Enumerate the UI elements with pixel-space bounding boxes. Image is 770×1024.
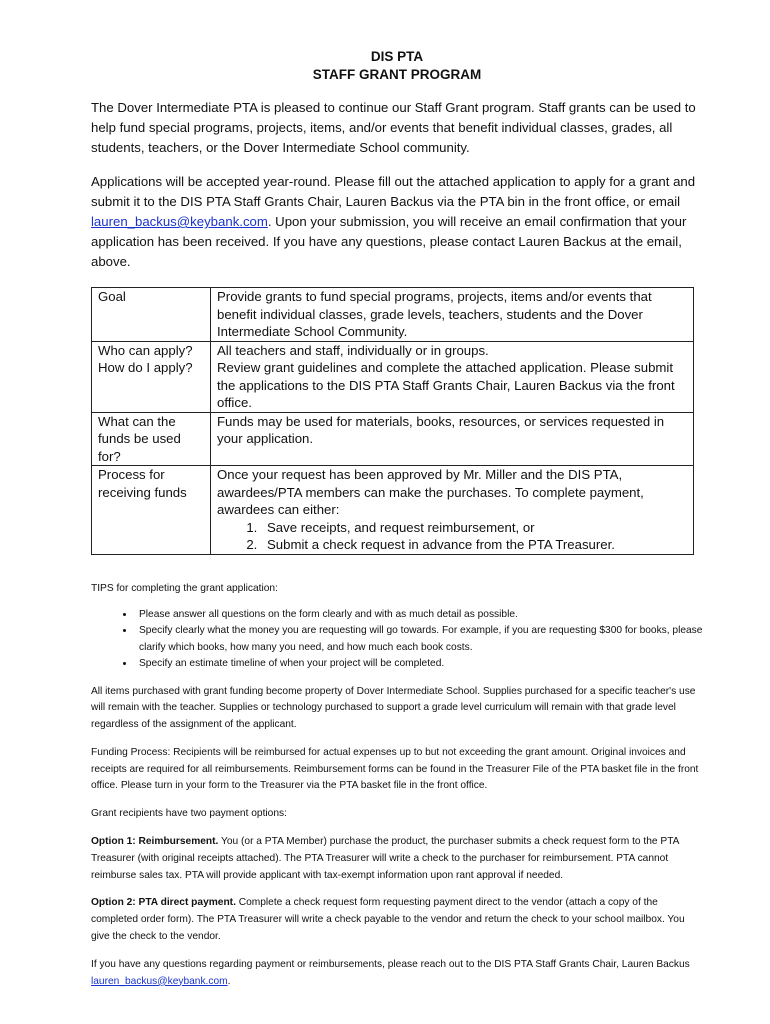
option-2-label: Option 2: PTA direct payment. <box>91 897 236 909</box>
title-line-2: STAFF GRANT PROGRAM <box>312 67 482 82</box>
list-item: • Please answer all questions on the form clearly and with as much detail as possible. <box>135 607 703 624</box>
closing-paragraph: If you have any questions regarding payment or reimbursements, please reach out to the DIS PTA Staff Grants Chair, Lauren Backus lauren_backus@keybank.com. <box>91 958 690 987</box>
list-item: 1. Save receipts, and request reimbursement, or <box>261 519 689 537</box>
row-label: How do I apply? <box>92 359 211 412</box>
table-row-how <box>92 359 694 412</box>
row-value: Provide grants to fund special programs, projects, items and/or events that benefit individual classes, grade levels, teachers, students and the Dover Intermediate School Community. <box>211 288 694 342</box>
option-1-label: Option 1: Reimbursement. <box>91 836 219 848</box>
document-page <box>91 48 703 990</box>
list-item: • Specify clearly what the money you are requesting will go towards. For example, if you are requesting $300 for books, please clarify which books, how many you need, and how much each book costs. <box>135 623 703 656</box>
table-row-process <box>92 466 694 555</box>
table-row-who <box>92 341 694 359</box>
row-label: What can the funds be used for? <box>92 412 211 466</box>
row-label: Process for receiving funds <box>92 466 211 555</box>
program-info-table <box>91 287 694 555</box>
funding-paragraph: Funding Process: Recipients will be reimbursed for actual expenses up to but not exceeding the grant amount. Original invoices and receipts are required for all reimbursements. Reimbursement forms can be found in the Treasurer File of the PTA basket file in the front office. Please turn in your form to the Treasurer via the PTA basket file in the front office. <box>91 746 699 792</box>
options-intro: Grant recipients have two payment options: <box>91 808 287 820</box>
title-line-1: DIS PTA <box>370 49 424 64</box>
table-row-goal <box>92 288 694 342</box>
list-item: 2. Submit a check request in advance from the PTA Treasurer. <box>261 536 689 554</box>
closing-email-link[interactable]: lauren_backus@keybank.com <box>91 975 228 987</box>
row-value: Once your request has been approved by Mr. Miller and the DIS PTA, awardees/PTA members can make the purchases. To complete payment, awardees can either: 1. Save receipts, and request reimbursement, or 2. Submit a check request in advance from the PTA Treasurer. <box>211 466 694 555</box>
property-paragraph: All items purchased with grant funding become property of Dover Intermediate School. Supplies purchased for a specific teacher's use will remain with the teacher. Supplies or technology purchased to support a grade level curriculum will remain with that grade level regardless of the assignment of the applicant. <box>91 685 696 731</box>
table-row-funds <box>92 412 694 466</box>
tips-list <box>91 607 703 673</box>
option-2-paragraph: Option 2: PTA direct payment. Complete a check request form requesting payment direct to the vendor (attach a copy of the completed order form). The PTA Treasurer will write a check payable to the vendor and return the check to your school mailbox. You give the check to the vendor. <box>91 897 685 943</box>
row-value: All teachers and staff, individually or in groups. <box>211 341 694 359</box>
intro-paragraph: The Dover Intermediate PTA is pleased to continue our Staff Grant program. Staff grants can be used to help fund special programs, projects, items, and/or events that benefit individual classes, grades, all students, teachers, or the Dover Intermediate School community. <box>91 100 696 155</box>
row-label: Goal <box>92 288 211 342</box>
option-1-paragraph: Option 1: Reimbursement. You (or a PTA Member) purchase the product, the purchaser submits a check request form to the PTA Treasurer (with original receipts attached). The PTA Treasurer will write a check to the purchaser for reimbursement. PTA cannot reimburse sales tax. PTA will provide applicant with tax-exempt information upon rant approval if needed. <box>91 836 679 881</box>
application-paragraph: Applications will be accepted year-round. Please fill out the attached application to apply for a grant and submit it to the DIS PTA Staff Grants Chair, Lauren Backus via the PTA bin in the front office, or email lauren_backus@keybank.com. Upon your submission, you will receive an email confirmation that your application has been received. If you have any questions, please contact Lauren Backus at the email, above. <box>91 174 696 269</box>
row-value: Review grant guidelines and complete the attached application. Please submit the applications to the DIS PTA Staff Grants Chair, Lauren Backus via the front office. <box>211 359 694 412</box>
row-value: Funds may be used for materials, books, resources, or services requested in your application. <box>211 412 694 466</box>
row-label: Who can apply? <box>92 341 211 359</box>
email-link[interactable]: lauren_backus@keybank.com <box>91 214 268 229</box>
tips-heading: TIPS for completing the grant application: <box>91 582 278 594</box>
list-item: • Specify an estimate timeline of when your project will be completed. <box>135 656 703 673</box>
payment-steps-list <box>217 519 689 554</box>
